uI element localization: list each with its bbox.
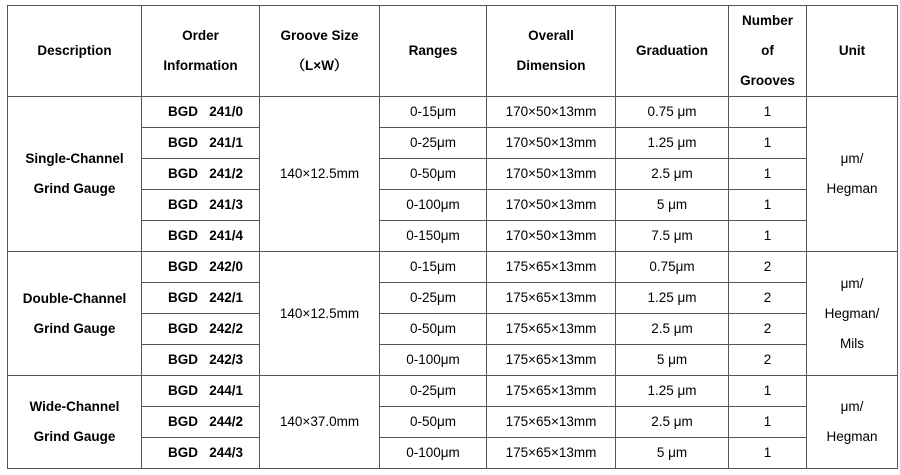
range-cell: 0-100μm: [380, 345, 487, 376]
grooves-cell: 2: [729, 252, 807, 283]
graduation-cell: 2.5 μm: [616, 159, 729, 190]
dimension-cell: 175×65×13mm: [487, 252, 616, 283]
group-description: Double-Channel Grind Gauge: [8, 252, 142, 376]
dimension-cell: 175×65×13mm: [487, 283, 616, 314]
range-cell: 0-50μm: [380, 314, 487, 345]
dimension-cell: 175×65×13mm: [487, 438, 616, 469]
header-ranges: Ranges: [380, 6, 487, 97]
order-cell: BGD 242/3: [142, 345, 260, 376]
grooves-cell: 1: [729, 221, 807, 252]
range-cell: 0-100μm: [380, 190, 487, 221]
header-overall-dimension: Overall Dimension: [487, 6, 616, 97]
table-row: [8, 314, 898, 345]
order-cell: BGD 244/3: [142, 438, 260, 469]
graduation-cell: 5 μm: [616, 345, 729, 376]
graduation-cell: 1.25 μm: [616, 283, 729, 314]
order-cell: BGD 244/2: [142, 407, 260, 438]
table-row: [8, 407, 898, 438]
graduation-cell: 5 μm: [616, 438, 729, 469]
graduation-cell: 1.25 μm: [616, 128, 729, 159]
range-cell: 0-100μm: [380, 438, 487, 469]
grooves-cell: 2: [729, 283, 807, 314]
range-cell: 0-25μm: [380, 128, 487, 159]
group-description: Wide-Channel Grind Gauge: [8, 376, 142, 469]
graduation-cell: 5 μm: [616, 190, 729, 221]
grooves-cell: 2: [729, 345, 807, 376]
table-row: [8, 128, 898, 159]
grooves-cell: 2: [729, 314, 807, 345]
spec-table-container: [7, 5, 898, 469]
range-cell: 0-25μm: [380, 283, 487, 314]
header-order-information: Order Information: [142, 6, 260, 97]
order-cell: BGD 241/4: [142, 221, 260, 252]
graduation-cell: 0.75 μm: [616, 97, 729, 128]
graduation-cell: 2.5 μm: [616, 314, 729, 345]
dimension-cell: 175×65×13mm: [487, 314, 616, 345]
dimension-cell: 175×65×13mm: [487, 407, 616, 438]
order-cell: BGD 241/1: [142, 128, 260, 159]
dimension-cell: 170×50×13mm: [487, 97, 616, 128]
table-row: [8, 283, 898, 314]
dimension-cell: 170×50×13mm: [487, 128, 616, 159]
header-graduation: Graduation: [616, 6, 729, 97]
grooves-cell: 1: [729, 159, 807, 190]
order-cell: BGD 242/2: [142, 314, 260, 345]
grooves-cell: 1: [729, 438, 807, 469]
unit-cell: μm/ Hegman: [807, 376, 898, 469]
table-row: [8, 438, 898, 469]
order-cell: BGD 241/3: [142, 190, 260, 221]
table-row: [8, 97, 898, 128]
range-cell: 0-150μm: [380, 221, 487, 252]
header-number-of-grooves: Number of Grooves: [729, 6, 807, 97]
table-row: [8, 252, 898, 283]
table-row: [8, 159, 898, 190]
dimension-cell: 170×50×13mm: [487, 190, 616, 221]
unit-cell: μm/ Hegman/ Mils: [807, 252, 898, 376]
order-cell: BGD 242/0: [142, 252, 260, 283]
range-cell: 0-50μm: [380, 159, 487, 190]
range-cell: 0-15μm: [380, 252, 487, 283]
range-cell: 0-25μm: [380, 376, 487, 407]
groove-size-cell: 140×37.0mm: [260, 376, 380, 469]
table-row: [8, 376, 898, 407]
grooves-cell: 1: [729, 190, 807, 221]
grind-gauge-spec-table: [7, 5, 898, 469]
header-groove-size: Groove Size （L×W）: [260, 6, 380, 97]
dimension-cell: 175×65×13mm: [487, 345, 616, 376]
group-description: Single-Channel Grind Gauge: [8, 97, 142, 252]
grooves-cell: 1: [729, 128, 807, 159]
grooves-cell: 1: [729, 376, 807, 407]
order-cell: BGD 242/1: [142, 283, 260, 314]
grooves-cell: 1: [729, 97, 807, 128]
groove-size-cell: 140×12.5mm: [260, 97, 380, 252]
range-cell: 0-50μm: [380, 407, 487, 438]
unit-cell: μm/ Hegman: [807, 97, 898, 252]
dimension-cell: 170×50×13mm: [487, 159, 616, 190]
header-row: [8, 6, 898, 97]
range-cell: 0-15μm: [380, 97, 487, 128]
header-unit: Unit: [807, 6, 898, 97]
header-description: Description: [8, 6, 142, 97]
graduation-cell: 2.5 μm: [616, 407, 729, 438]
order-cell: BGD 244/1: [142, 376, 260, 407]
graduation-cell: 0.75μm: [616, 252, 729, 283]
table-row: [8, 190, 898, 221]
order-cell: BGD 241/0: [142, 97, 260, 128]
table-row: [8, 221, 898, 252]
order-cell: BGD 241/2: [142, 159, 260, 190]
dimension-cell: 170×50×13mm: [487, 221, 616, 252]
graduation-cell: 7.5 μm: [616, 221, 729, 252]
groove-size-cell: 140×12.5mm: [260, 252, 380, 376]
graduation-cell: 1.25 μm: [616, 376, 729, 407]
grooves-cell: 1: [729, 407, 807, 438]
table-row: [8, 345, 898, 376]
dimension-cell: 175×65×13mm: [487, 376, 616, 407]
